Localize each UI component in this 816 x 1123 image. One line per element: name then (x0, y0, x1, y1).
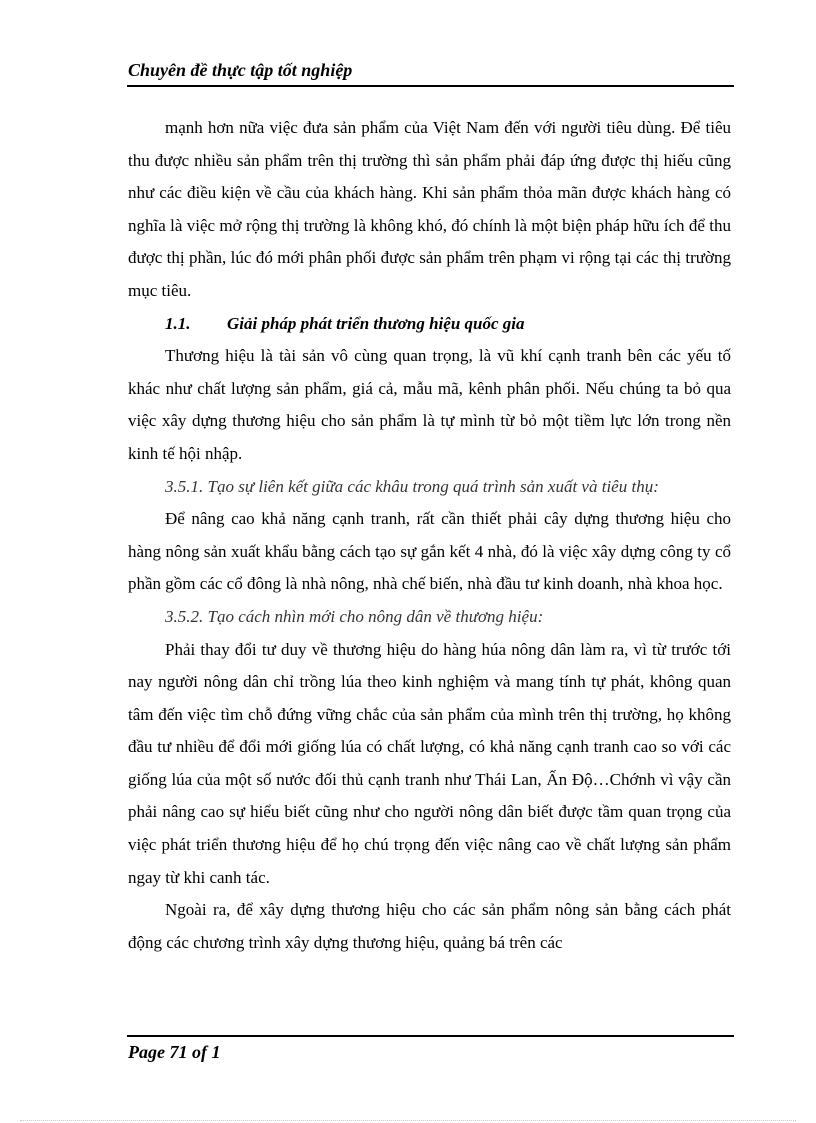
section-heading-text: Giải pháp phát triển thương hiệu quốc gia (227, 313, 525, 333)
page-edge-divider (20, 1120, 796, 1121)
paragraph-3: Để nâng cao khả năng cạnh tranh, rất cần thiết phải cây dựng thương hiệu cho hàng nông sản xuất khẩu bằng cách tạo sự gắn kết 4 nhà, đó là việc xây dựng công ty cổ phần gồm các cổ đông là nhà nông, nhà chế biến, nhà đầu tư kinh doanh, nhà khoa học. (128, 509, 731, 594)
footer-rule (127, 1035, 734, 1037)
subheading-3-5-2: 3.5.2. Tạo cách nhìn mới cho nông dân về thương hiệu: (165, 606, 544, 626)
page-number-footer: Page 71 of 1 (128, 1042, 221, 1062)
section-heading-number: 1.1. (165, 313, 191, 333)
page-header-title: Chuyên đề thực tập tốt nghiệp (128, 60, 353, 80)
paragraph-5: Ngoài ra, để xây dựng thương hiệu cho các sản phẩm nông sản bằng cách phát động các chương trình xây dựng thương hiệu, quảng bá trên các (128, 900, 731, 952)
document-body (128, 112, 731, 959)
paragraph-1: mạnh hơn nữa việc đưa sản phẩm của Việt Nam đến với người tiêu dùng. Để tiêu thu được nhiều sản phẩm trên thị trường thì sản phẩm phải đáp ứng được thị hiếu cũng như các điều kiện về cầu của khách hàng. Khi sản phẩm thỏa mãn được khách hàng có nghĩa là việc mở rộng thị trường là không khó, đó chính là một biện pháp hữu ích để thu được thị phần, lúc đó mới phân phối được sản phẩm trên phạm vi rộng tại các thị trường mục tiêu. (128, 118, 731, 300)
header-rule (127, 85, 734, 87)
subheading-3-5-1: 3.5.1. Tạo sự liên kết giữa các khâu trong quá trình sản xuất và tiêu thụ: (165, 476, 659, 496)
section-heading (128, 308, 731, 341)
paragraph-4: Phải thay đổi tư duy về thương hiệu do hàng húa nông dân làm ra, vì từ trước tới nay người nông dân chỉ trồng lúa theo kinh nghiệm và mang tính tự phát, không quan tâm đến việc tìm chỗ đứng vững chắc của sản phẩm của mình trên thị trường, họ không đầu tư nhiều để đổi mới giống lúa có chất lượng, có khả năng cạnh tranh cao so với các giống lúa của một số nước đối thủ cạnh tranh như Thái Lan, Ấn Độ…Chớnh vì vậy cần phải nâng cao sự hiểu biết cũng như cho người nông dân biết được tầm quan trọng của việc phát triển thương hiệu để họ chú trọng đến việc nâng cao về chất lượng sản phẩm ngay từ khi canh tác. (128, 639, 731, 887)
paragraph-2: Thương hiệu là tài sản vô cùng quan trọng, là vũ khí cạnh tranh bên các yếu tố khác như chất lượng sản phẩm, giá cả, mẫu mã, kênh phân phối. Nếu chúng ta bỏ qua việc xây dựng thương hiệu cho sản phẩm là tự mình từ bỏ một tiềm lực lớn trong nền kinh tế hội nhập. (128, 346, 731, 463)
